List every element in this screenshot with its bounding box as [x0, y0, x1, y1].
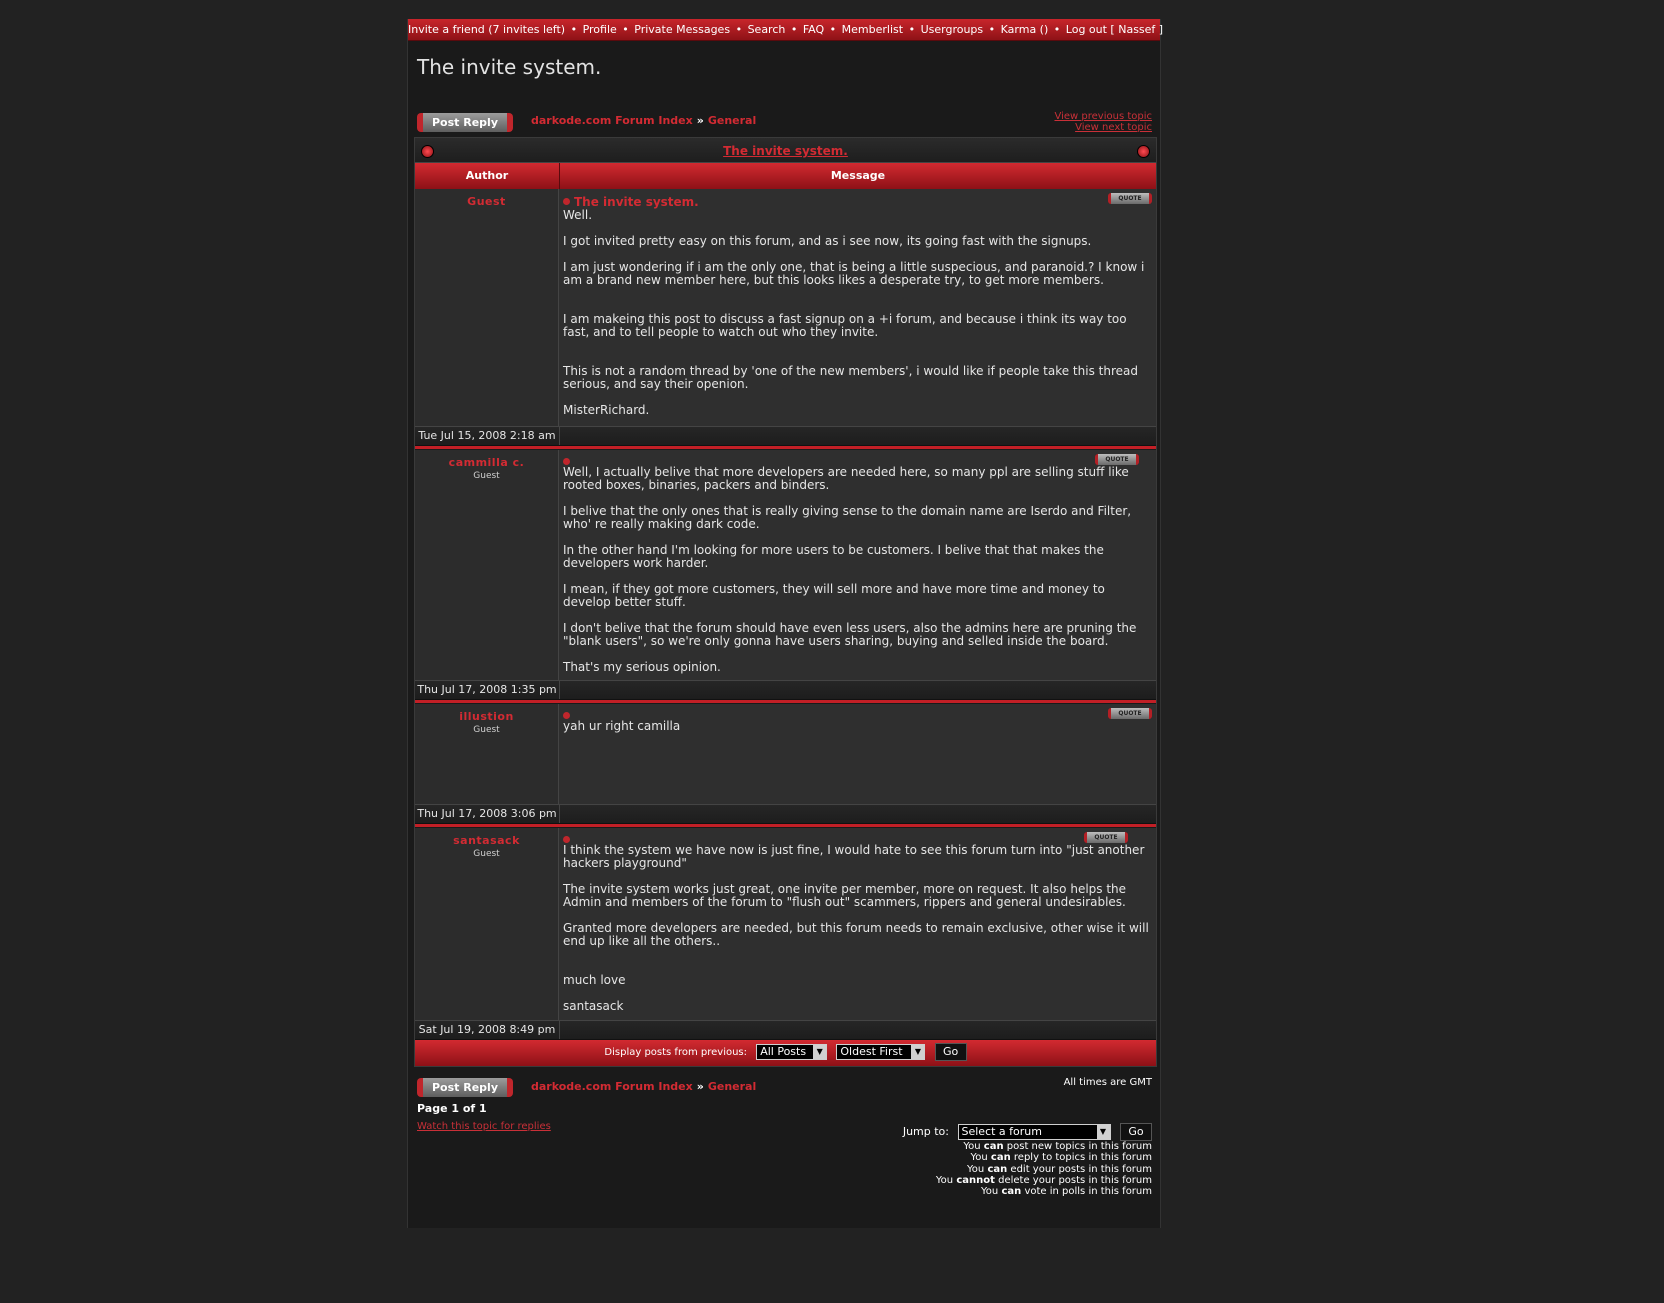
post	[415, 704, 1156, 804]
post-date: Tue Jul 15, 2008 2:18 am	[415, 427, 560, 445]
post-range-select[interactable]	[756, 1044, 827, 1060]
post-message-cell	[559, 189, 1156, 426]
permission-subject: You	[981, 1186, 999, 1198]
post-paragraph: That's my serious opinion.	[563, 660, 721, 674]
post-author-cell	[415, 189, 559, 426]
post-meta	[415, 1020, 1156, 1040]
post-meta	[415, 426, 1156, 446]
quote-button[interactable]: QUOTE	[1108, 708, 1152, 719]
nav-separator: •	[908, 23, 916, 36]
post-paragraph: I am just wondering if i am the only one, that is being a little suspecious, and paranoid.? I know i am a brand new member here, but this looks likes a desperate try, to get more members.	[563, 260, 1145, 287]
post-author-name[interactable]: Guest	[467, 195, 506, 208]
post	[415, 828, 1156, 1020]
nav-karma[interactable]: Karma ()	[1000, 23, 1049, 36]
message-column-header: Message	[830, 169, 886, 182]
breadcrumb	[531, 114, 756, 127]
post-author-rank: Guest	[473, 471, 500, 481]
breadcrumb-general[interactable]: General	[707, 1080, 757, 1093]
breadcrumb-separator: »	[696, 1080, 704, 1093]
post-date: Thu Jul 17, 2008 3:06 pm	[415, 805, 560, 823]
post-range-value: All Posts	[760, 1045, 807, 1058]
quote-button[interactable]: QUOTE	[1084, 832, 1128, 843]
nav-separator: •	[829, 23, 837, 36]
permission-verb: can	[987, 1163, 1008, 1175]
display-posts-go-button[interactable]: Go	[935, 1043, 967, 1061]
breadcrumb-forum-index[interactable]: darkode.com Forum Index	[531, 114, 693, 127]
permission-line	[936, 1152, 1152, 1163]
post-paragraph: Well.	[563, 208, 593, 222]
thread-title-link[interactable]: The invite system.	[723, 144, 848, 158]
post-icon	[563, 458, 570, 465]
post-reply-button-bottom[interactable]: Post Reply	[417, 1078, 513, 1097]
permission-text: delete your posts in this forum	[998, 1174, 1152, 1186]
nav-usergroups[interactable]: Usergroups	[920, 23, 984, 36]
view-next-topic-link[interactable]: View next topic	[1075, 122, 1152, 133]
permission-text: post new topics in this forum	[1006, 1141, 1152, 1152]
post-icon	[563, 836, 570, 843]
post-paragraph: I got invited pretty easy on this forum, and as i see now, its going fast with the signups.	[563, 234, 1092, 248]
post-paragraph: The invite system works just great, one invite per member, more on request. It also helps the Admin and members of the forum to "flush out" scammers, rippers and general undesirables.	[563, 882, 1127, 909]
jump-to-forum	[903, 1123, 1152, 1141]
jump-to-label: Jump to:	[902, 1125, 949, 1138]
post	[415, 189, 1156, 426]
permission-text: vote in polls in this forum	[1024, 1186, 1152, 1198]
chevron-down-icon: ▼	[911, 1045, 924, 1059]
timezone-note: All times are GMT	[1063, 1077, 1152, 1088]
post-paragraph: MisterRichard.	[563, 403, 650, 417]
post-paragraph: I don't belive that the forum should have even less users, also the admins here are pruning the "blank users", so we're only gonna have users sharing, buying and selled inside the board.	[563, 621, 1137, 648]
nav-separator: •	[735, 23, 743, 36]
post-paragraph: yah ur right camilla	[563, 719, 681, 733]
post-icon	[563, 198, 570, 205]
nav-separator: •	[988, 23, 996, 36]
post-message-cell	[559, 704, 1156, 804]
post-reply-button[interactable]: Post Reply	[417, 113, 513, 132]
author-column-header: Author	[415, 163, 560, 189]
jump-go-button[interactable]: Go	[1120, 1123, 1152, 1141]
post-author-cell	[415, 704, 559, 804]
chevron-down-icon: ▼	[813, 1045, 826, 1059]
permission-subject: You	[935, 1174, 954, 1186]
permission-verb: can	[1001, 1186, 1022, 1198]
nav-separator: •	[790, 23, 798, 36]
nav-separator: •	[1053, 23, 1061, 36]
post-date: Sat Jul 19, 2008 8:49 pm	[415, 1021, 560, 1039]
chevron-down-icon: ▼	[1097, 1125, 1110, 1139]
nav-invite[interactable]: Invite a friend (7 invites left)	[408, 23, 566, 36]
corner-knob-icon	[421, 145, 434, 158]
view-previous-topic-link[interactable]: View previous topic	[1054, 111, 1152, 122]
permission-line	[936, 1175, 1152, 1186]
post-paragraph: I am makeing this post to discuss a fast signup on a +i forum, and because i think its way too fast, and to tell people to watch out who they invite.	[563, 312, 1127, 339]
nav-private-messages[interactable]: Private Messages	[634, 23, 731, 36]
nav-profile[interactable]: Profile	[582, 23, 617, 36]
corner-knob-icon	[1137, 145, 1150, 158]
breadcrumb-separator: »	[696, 114, 704, 127]
post-author-cell	[415, 828, 559, 1020]
permission-text: reply to topics in this forum	[1013, 1152, 1152, 1164]
post-message-cell	[559, 450, 1156, 680]
topic-navigation	[1054, 111, 1152, 133]
permission-subject: You	[967, 1163, 985, 1175]
post-message-cell	[559, 828, 1156, 1020]
post-author-rank: Guest	[473, 849, 500, 859]
post-order-select[interactable]	[836, 1044, 925, 1060]
thread-header	[415, 138, 1156, 163]
display-posts-bar	[415, 1040, 1156, 1066]
permission-line	[936, 1164, 1152, 1175]
post-paragraph: I belive that the only ones that is really giving sense to the domain name are Iserdo and Filter, who' re really making dark code.	[563, 504, 1132, 531]
permission-verb: can	[983, 1141, 1004, 1152]
column-header	[415, 163, 1156, 189]
post-author-rank: Guest	[473, 725, 500, 735]
quote-button[interactable]: QUOTE	[1095, 454, 1139, 465]
nav-memberlist[interactable]: Memberlist	[841, 23, 904, 36]
post-author-name[interactable]: illustion	[459, 710, 514, 723]
top-navigation	[408, 19, 1164, 41]
post-paragraph: santasack	[563, 999, 624, 1013]
page-title: The invite system.	[417, 55, 602, 79]
breadcrumb-bottom	[531, 1080, 756, 1093]
post-paragraph: Granted more developers are needed, but this forum needs to remain exclusive, other wise it will end up like all the others..	[563, 921, 1149, 948]
post-date: Thu Jul 17, 2008 1:35 pm	[415, 681, 560, 699]
post-paragraph: I mean, if they got more customers, they will sell more and have more time and money to develop better stuff.	[563, 582, 1105, 609]
jump-forum-value: Select a forum	[961, 1125, 1042, 1138]
quote-button[interactable]: QUOTE	[1108, 193, 1152, 204]
nav-logout[interactable]: Log out [ Nassef ]	[1065, 23, 1164, 36]
post-subject-text[interactable]: The invite system.	[574, 195, 699, 209]
permissions-list	[936, 1141, 1152, 1197]
permission-subject: You	[963, 1141, 981, 1152]
permission-line	[936, 1186, 1152, 1197]
post-paragraph: much love	[563, 973, 626, 987]
permission-line	[936, 1141, 1152, 1152]
nav-separator: •	[622, 23, 629, 36]
post-author-cell	[415, 450, 559, 680]
breadcrumb-general[interactable]: General	[707, 114, 757, 127]
breadcrumb-forum-index[interactable]: darkode.com Forum Index	[531, 1080, 693, 1093]
post-paragraph: This is not a random thread by 'one of the new members', i would like if people take this thread serious, and say their openion.	[563, 364, 1138, 391]
nav-faq[interactable]: FAQ	[802, 23, 825, 36]
post-author-name[interactable]: cammilla c.	[448, 456, 525, 469]
display-posts-label: Display posts from previous:	[604, 1047, 748, 1058]
post-paragraph: Well, I actually belive that more developers are needed here, so many ppl are selling stuff like rooted boxes, binaries, packers and binders.	[563, 465, 1129, 492]
thread-table	[414, 137, 1157, 1067]
nav-search[interactable]: Search	[747, 23, 786, 36]
post-author-name[interactable]: santasack	[453, 834, 520, 847]
permission-subject: You	[970, 1152, 988, 1164]
post-meta	[415, 804, 1156, 824]
post-subject	[563, 195, 1152, 209]
permission-verb: cannot	[956, 1174, 995, 1186]
permission-verb: can	[990, 1152, 1011, 1164]
post-order-value: Oldest First	[840, 1045, 903, 1058]
post	[415, 450, 1156, 680]
post-meta	[415, 680, 1156, 700]
watch-topic-link[interactable]: Watch this topic for replies	[417, 1121, 551, 1132]
post-paragraph: I think the system we have now is just fine, I would hate to see this forum turn into "just another hackers playground"	[563, 843, 1145, 870]
jump-forum-select[interactable]	[958, 1124, 1111, 1140]
post-paragraph: In the other hand I'm looking for more users to be customers. I belive that that makes the developers work harder.	[563, 543, 1104, 570]
page-count: Page 1 of 1	[417, 1102, 487, 1115]
post-icon	[563, 712, 570, 719]
page-wrapper	[407, 19, 1164, 1228]
nav-separator: •	[570, 23, 578, 36]
permission-text: edit your posts in this forum	[1010, 1163, 1152, 1175]
